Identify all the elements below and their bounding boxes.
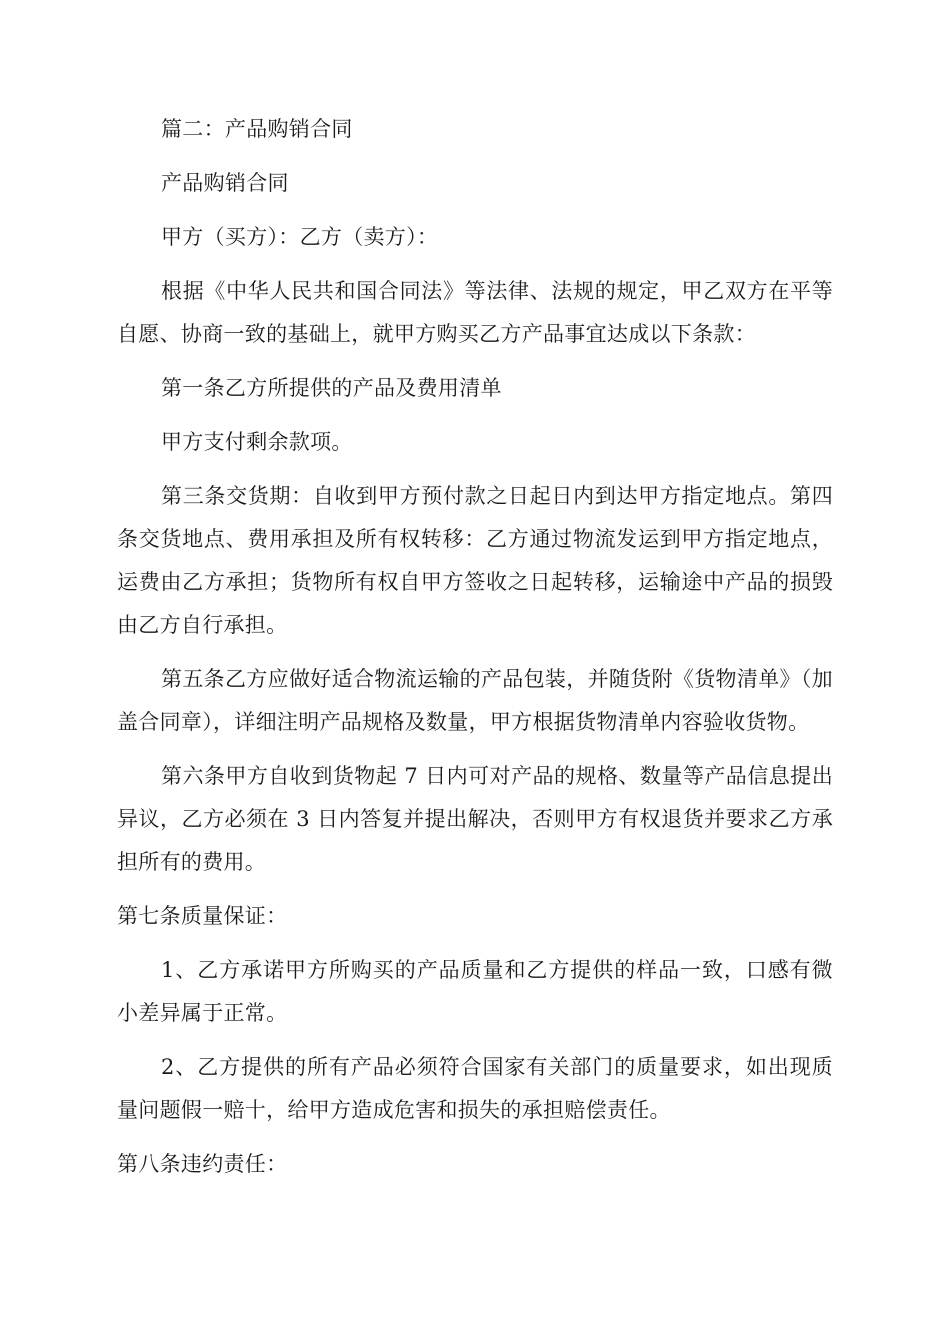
parties-line: 甲方（买方）：乙方（卖方）： <box>161 225 439 249</box>
article-6: 第六条甲方自收到货物起 7 日内可对产品的规格、数量等产品信息提出异议，乙方必须在 3 日内答复并提出解决，否则甲方有权退货并要求乙方承担所有的费用。 <box>117 764 833 874</box>
article-7-heading: 第七条质量保证： <box>117 904 288 928</box>
payment-paragraph: 甲方支付剩余款项。 <box>161 430 353 454</box>
document-body <box>117 108 833 1197</box>
article-7-item-1: 1、乙方承诺甲方所购买的产品质量和乙方提供的样品一致，口感有微小差异属于正常。 <box>117 958 833 1025</box>
article-5: 第五条乙方应做好适合物流运输的产品包装，并随货附《货物清单》（加盖合同章），详细注明产品规格及数量，甲方根据货物清单内容验收货物。 <box>117 667 833 734</box>
article-8-heading: 第八条违约责任： <box>117 1152 288 1176</box>
preamble-paragraph: 根据《中华人民共和国合同法》等法律、法规的规定，甲乙双方在平等自愿、协商一致的基础上，就甲方购买乙方产品事宜达成以下条款： <box>117 279 833 346</box>
article-1: 第一条乙方所提供的产品及费用清单 <box>161 376 502 400</box>
article-3-4: 第三条交货期：自收到甲方预付款之日起日内到达甲方指定地点。第四条交货地点、费用承担及所有权转移：乙方通过物流发运到甲方指定地点，运费由乙方承担；货物所有权自甲方签收之日起转移，运输途中产品的损毁由乙方自行承担。 <box>117 484 833 637</box>
contract-title: 产品购销合同 <box>161 171 289 195</box>
section-heading: 篇二：产品购销合同 <box>161 117 353 141</box>
article-7-item-2: 2、乙方提供的所有产品必须符合国家有关部门的质量要求，如出现质量问题假一赔十，给甲方造成危害和损失的承担赔偿责任。 <box>117 1055 833 1122</box>
